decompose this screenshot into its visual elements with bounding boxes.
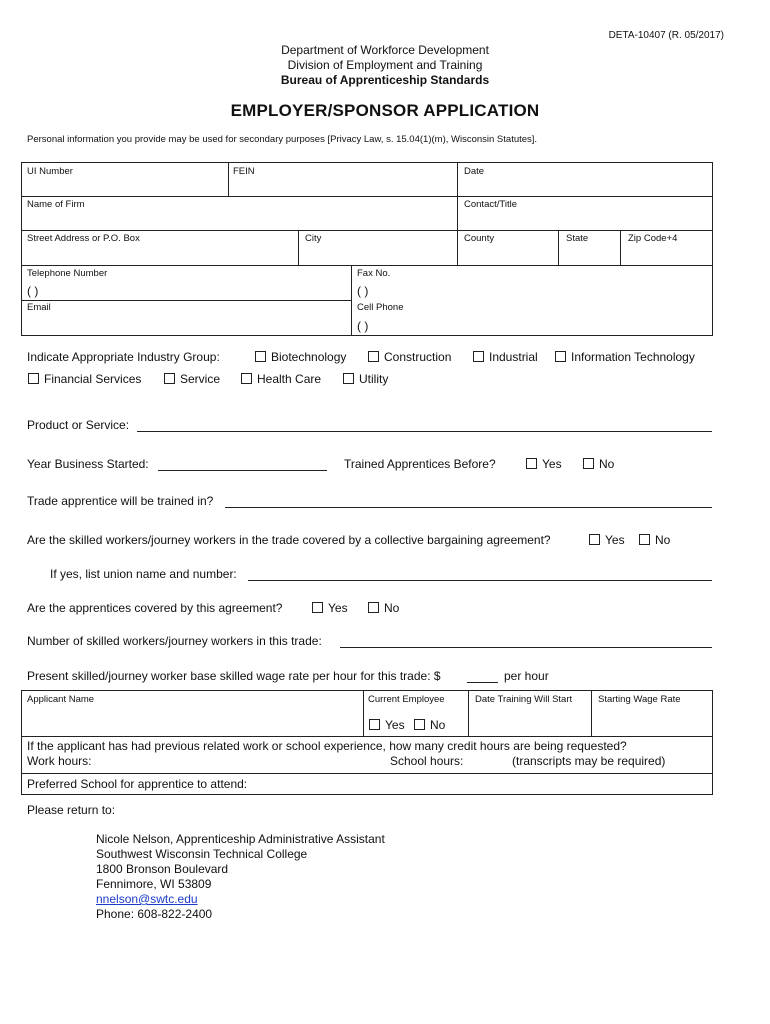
college-name: Southwest Wisconsin Technical College	[96, 847, 308, 861]
checkbox-icon[interactable]	[241, 373, 252, 384]
state-field[interactable]: State	[566, 233, 589, 244]
table-divider	[468, 690, 469, 736]
product-service-label: Product or Service:	[27, 418, 130, 432]
table-divider	[363, 690, 364, 736]
header-line-1: Department of Workforce Development	[281, 43, 489, 57]
street-address: 1800 Bronson Boulevard	[96, 862, 229, 876]
covered-yes[interactable]	[312, 601, 348, 615]
firm-name-field[interactable]: Name of Firm	[27, 199, 85, 210]
header-line-3: Bureau of Apprenticeship Standards	[280, 73, 490, 87]
cell-phone-field[interactable]: Cell Phone	[357, 302, 404, 313]
industry-option-health-care[interactable]	[241, 372, 321, 386]
wage-rate-label: Present skilled/journey worker base skilled wage rate per hour for this trade: $	[27, 669, 441, 683]
checkbox-icon[interactable]	[639, 534, 650, 545]
school-hours-field[interactable]: School hours:	[390, 754, 464, 768]
grid-divider	[21, 230, 713, 231]
contact-name: Nicole Nelson, Apprenticeship Administrative Assistant	[96, 832, 385, 846]
trained-before-label: Trained Apprentices Before?	[344, 457, 496, 471]
checkbox-icon[interactable]	[414, 719, 425, 730]
checkbox-icon[interactable]	[583, 458, 594, 469]
collective-no[interactable]	[639, 533, 670, 547]
grid-divider	[457, 162, 458, 265]
zip-field[interactable]: Zip Code+4	[628, 233, 678, 244]
table-divider	[21, 773, 713, 774]
department-header	[0, 43, 770, 88]
option-label: Utility	[359, 372, 389, 386]
covered-label: Are the apprentices covered by this agreement?	[27, 601, 283, 615]
covered-no[interactable]	[368, 601, 399, 615]
option-label: Yes	[328, 601, 348, 615]
checkbox-icon[interactable]	[368, 602, 379, 613]
phone-number: Phone: 608-822-2400	[96, 907, 213, 921]
grid-divider	[620, 230, 621, 265]
grid-divider	[298, 230, 299, 265]
preferred-school-field[interactable]: Preferred School for apprentice to attend:	[27, 777, 248, 791]
collective-yes[interactable]	[589, 533, 625, 547]
trade-label: Trade apprentice will be trained in?	[27, 494, 214, 508]
number-workers-input[interactable]	[340, 647, 712, 648]
street-address-field[interactable]: Street Address or P.O. Box	[27, 233, 140, 244]
checkbox-icon[interactable]	[164, 373, 175, 384]
option-label: No	[599, 457, 615, 471]
industry-option-financial-services[interactable]	[28, 372, 141, 386]
option-label: Health Care	[257, 372, 322, 386]
grid-divider	[21, 300, 351, 301]
product-service-input[interactable]	[137, 431, 712, 432]
grid-divider	[21, 265, 713, 266]
option-label: No	[430, 718, 446, 732]
city-state-zip: Fennimore, WI 53809	[96, 877, 212, 891]
option-label: No	[655, 533, 671, 547]
email-link[interactable]: nnelson@swtc.edu	[96, 892, 198, 906]
industry-option-information-technology[interactable]	[555, 350, 695, 364]
table-divider	[21, 736, 713, 737]
current-employee-label: Current Employee	[368, 694, 445, 705]
checkbox-icon[interactable]	[343, 373, 354, 384]
transcripts-note: (transcripts may be required)	[512, 754, 666, 768]
checkbox-icon[interactable]	[28, 373, 39, 384]
form-id: DETA-10407 (R. 05/2017)	[608, 30, 724, 41]
industry-prompt: Indicate Appropriate Industry Group:	[27, 350, 220, 364]
checkbox-icon[interactable]	[555, 351, 566, 362]
fein-field[interactable]: FEIN	[233, 166, 255, 177]
county-field[interactable]: County	[464, 233, 495, 244]
option-label: Service	[180, 372, 221, 386]
industry-option-biotechnology[interactable]	[255, 350, 346, 364]
date-field[interactable]: Date	[464, 166, 485, 177]
current-employee-yes[interactable]	[369, 718, 405, 732]
option-label: Biotechnology	[271, 350, 347, 364]
table-divider	[591, 690, 592, 736]
option-label: Information Technology	[571, 350, 695, 364]
checkbox-icon[interactable]	[369, 719, 380, 730]
checkbox-icon[interactable]	[589, 534, 600, 545]
return-address	[96, 832, 385, 922]
telephone-field[interactable]: Telephone Number	[27, 268, 108, 279]
option-label: Industrial	[489, 350, 538, 364]
grid-divider	[558, 230, 559, 265]
cell-area-code: ( )	[357, 319, 369, 333]
year-started-input[interactable]	[158, 470, 327, 471]
collective-bargaining-label: Are the skilled workers/journey workers in the trade covered by a collective bargaining agreement?	[27, 533, 551, 547]
header-line-2: Division of Employment and Training	[287, 58, 483, 72]
applicant-name-field[interactable]: Applicant Name	[27, 694, 95, 705]
checkbox-icon[interactable]	[368, 351, 379, 362]
grid-divider	[351, 265, 352, 336]
checkbox-icon[interactable]	[312, 602, 323, 613]
industry-option-utility[interactable]	[343, 372, 388, 386]
trained-before-no[interactable]	[583, 457, 614, 471]
return-label: Please return to:	[27, 803, 116, 817]
option-label: No	[384, 601, 400, 615]
ui-number-field[interactable]: UI Number	[27, 166, 73, 177]
option-label: Yes	[605, 533, 625, 547]
checkbox-icon[interactable]	[473, 351, 484, 362]
starting-wage-field[interactable]: Starting Wage Rate	[598, 694, 681, 705]
email-field[interactable]: Email	[27, 302, 51, 313]
wage-rate-input[interactable]	[467, 682, 498, 683]
contact-title-field[interactable]: Contact/Title	[464, 199, 517, 210]
privacy-note: Personal information you provide may be used for secondary purposes [Privacy Law, s. 15.04(1)(m), Wisconsin Statutes].	[27, 134, 538, 145]
date-training-field[interactable]: Date Training Will Start	[475, 694, 573, 705]
number-workers-label: Number of skilled workers/journey workers in this trade:	[27, 634, 322, 648]
grid-divider	[21, 196, 713, 197]
telephone-area-code: ( )	[27, 284, 39, 298]
union-input[interactable]	[248, 580, 712, 581]
work-hours-field[interactable]: Work hours:	[27, 754, 92, 768]
grid-divider	[228, 162, 229, 196]
per-hour-label: per hour	[504, 669, 549, 683]
trained-before-yes[interactable]	[526, 457, 562, 471]
checkbox-icon[interactable]	[526, 458, 537, 469]
union-label: If yes, list union name and number:	[50, 567, 237, 581]
option-label: Construction	[384, 350, 452, 364]
option-label: Financial Services	[44, 372, 142, 386]
fax-area-code: ( )	[357, 284, 369, 298]
prior-experience-label: If the applicant has had previous related work or school experience, how many credit hours are being requested?	[27, 739, 627, 753]
industry-option-service[interactable]	[164, 372, 220, 386]
option-label: Yes	[385, 718, 405, 732]
industry-option-industrial[interactable]	[473, 350, 538, 364]
checkbox-icon[interactable]	[255, 351, 266, 362]
year-started-label: Year Business Started:	[27, 457, 149, 471]
option-label: Yes	[542, 457, 562, 471]
trade-input[interactable]	[225, 507, 712, 508]
fax-field[interactable]: Fax No.	[357, 268, 391, 279]
current-employee-no[interactable]	[414, 718, 445, 732]
industry-option-construction[interactable]	[368, 350, 451, 364]
city-field[interactable]: City	[305, 233, 322, 244]
form-title: EMPLOYER/SPONSOR APPLICATION	[230, 101, 540, 120]
